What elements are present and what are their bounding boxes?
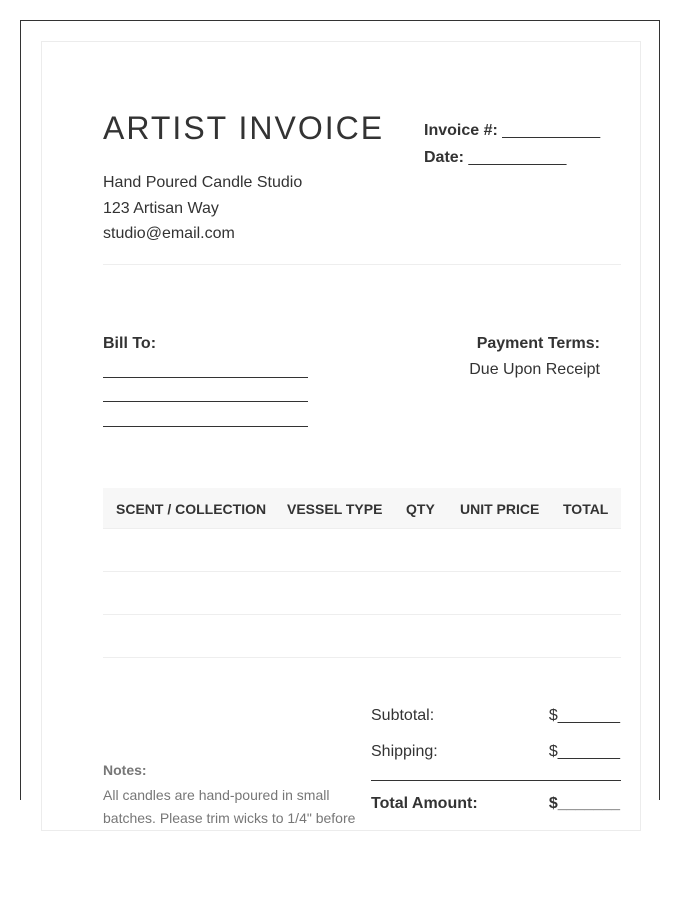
studio-email: studio@email.com (103, 225, 235, 242)
items-table-header (103, 488, 621, 528)
shipping-value: $_______ (548, 743, 620, 760)
invoice-date-label: Date: (424, 149, 465, 166)
bill-to-label: Bill To: (103, 335, 157, 352)
column-header-qty: QTY (406, 501, 435, 517)
table-row (103, 614, 621, 615)
payment-terms-label: Payment Terms: (476, 335, 600, 352)
invoice-date-blank: ___________ (468, 149, 567, 166)
total-divider (371, 780, 621, 781)
table-row (103, 528, 621, 529)
column-header-unit-price: UNIT PRICE (460, 501, 540, 517)
studio-address: 123 Artisan Way (103, 200, 219, 217)
invoice-sheet (41, 41, 641, 831)
studio-name: Hand Poured Candle Studio (103, 174, 303, 191)
notes-text: All candles are hand-poured in small batches. Please trim wicks to 1/4" before (103, 787, 356, 826)
bill-to-line-2 (103, 401, 308, 402)
table-row (103, 657, 621, 658)
notes-label: Notes: (103, 762, 147, 778)
invoice-number-field (424, 122, 600, 140)
subtotal-label: Subtotal: (371, 707, 435, 724)
total-amount-label: Total Amount: (371, 795, 478, 812)
invoice-number-blank: ___________ (502, 122, 601, 139)
header-divider (103, 264, 621, 265)
payment-terms-value: Due Upon Receipt (469, 361, 600, 378)
invoice-page-frame (20, 20, 660, 826)
bill-to-line-1 (103, 377, 308, 378)
invoice-date-field (424, 149, 566, 167)
subtotal-value: $_______ (548, 707, 620, 724)
invoice-title: ARTIST INVOICE (103, 110, 385, 146)
bill-to-line-3 (103, 426, 308, 427)
table-row (103, 571, 621, 572)
invoice-number-label: Invoice #: (424, 122, 498, 139)
total-amount-value: $_______ (548, 795, 620, 812)
column-header-vessel-type: VESSEL TYPE (287, 501, 383, 517)
column-header-scent: SCENT / COLLECTION (116, 501, 267, 517)
column-header-total: TOTAL (563, 501, 609, 517)
shipping-label: Shipping: (371, 743, 438, 760)
